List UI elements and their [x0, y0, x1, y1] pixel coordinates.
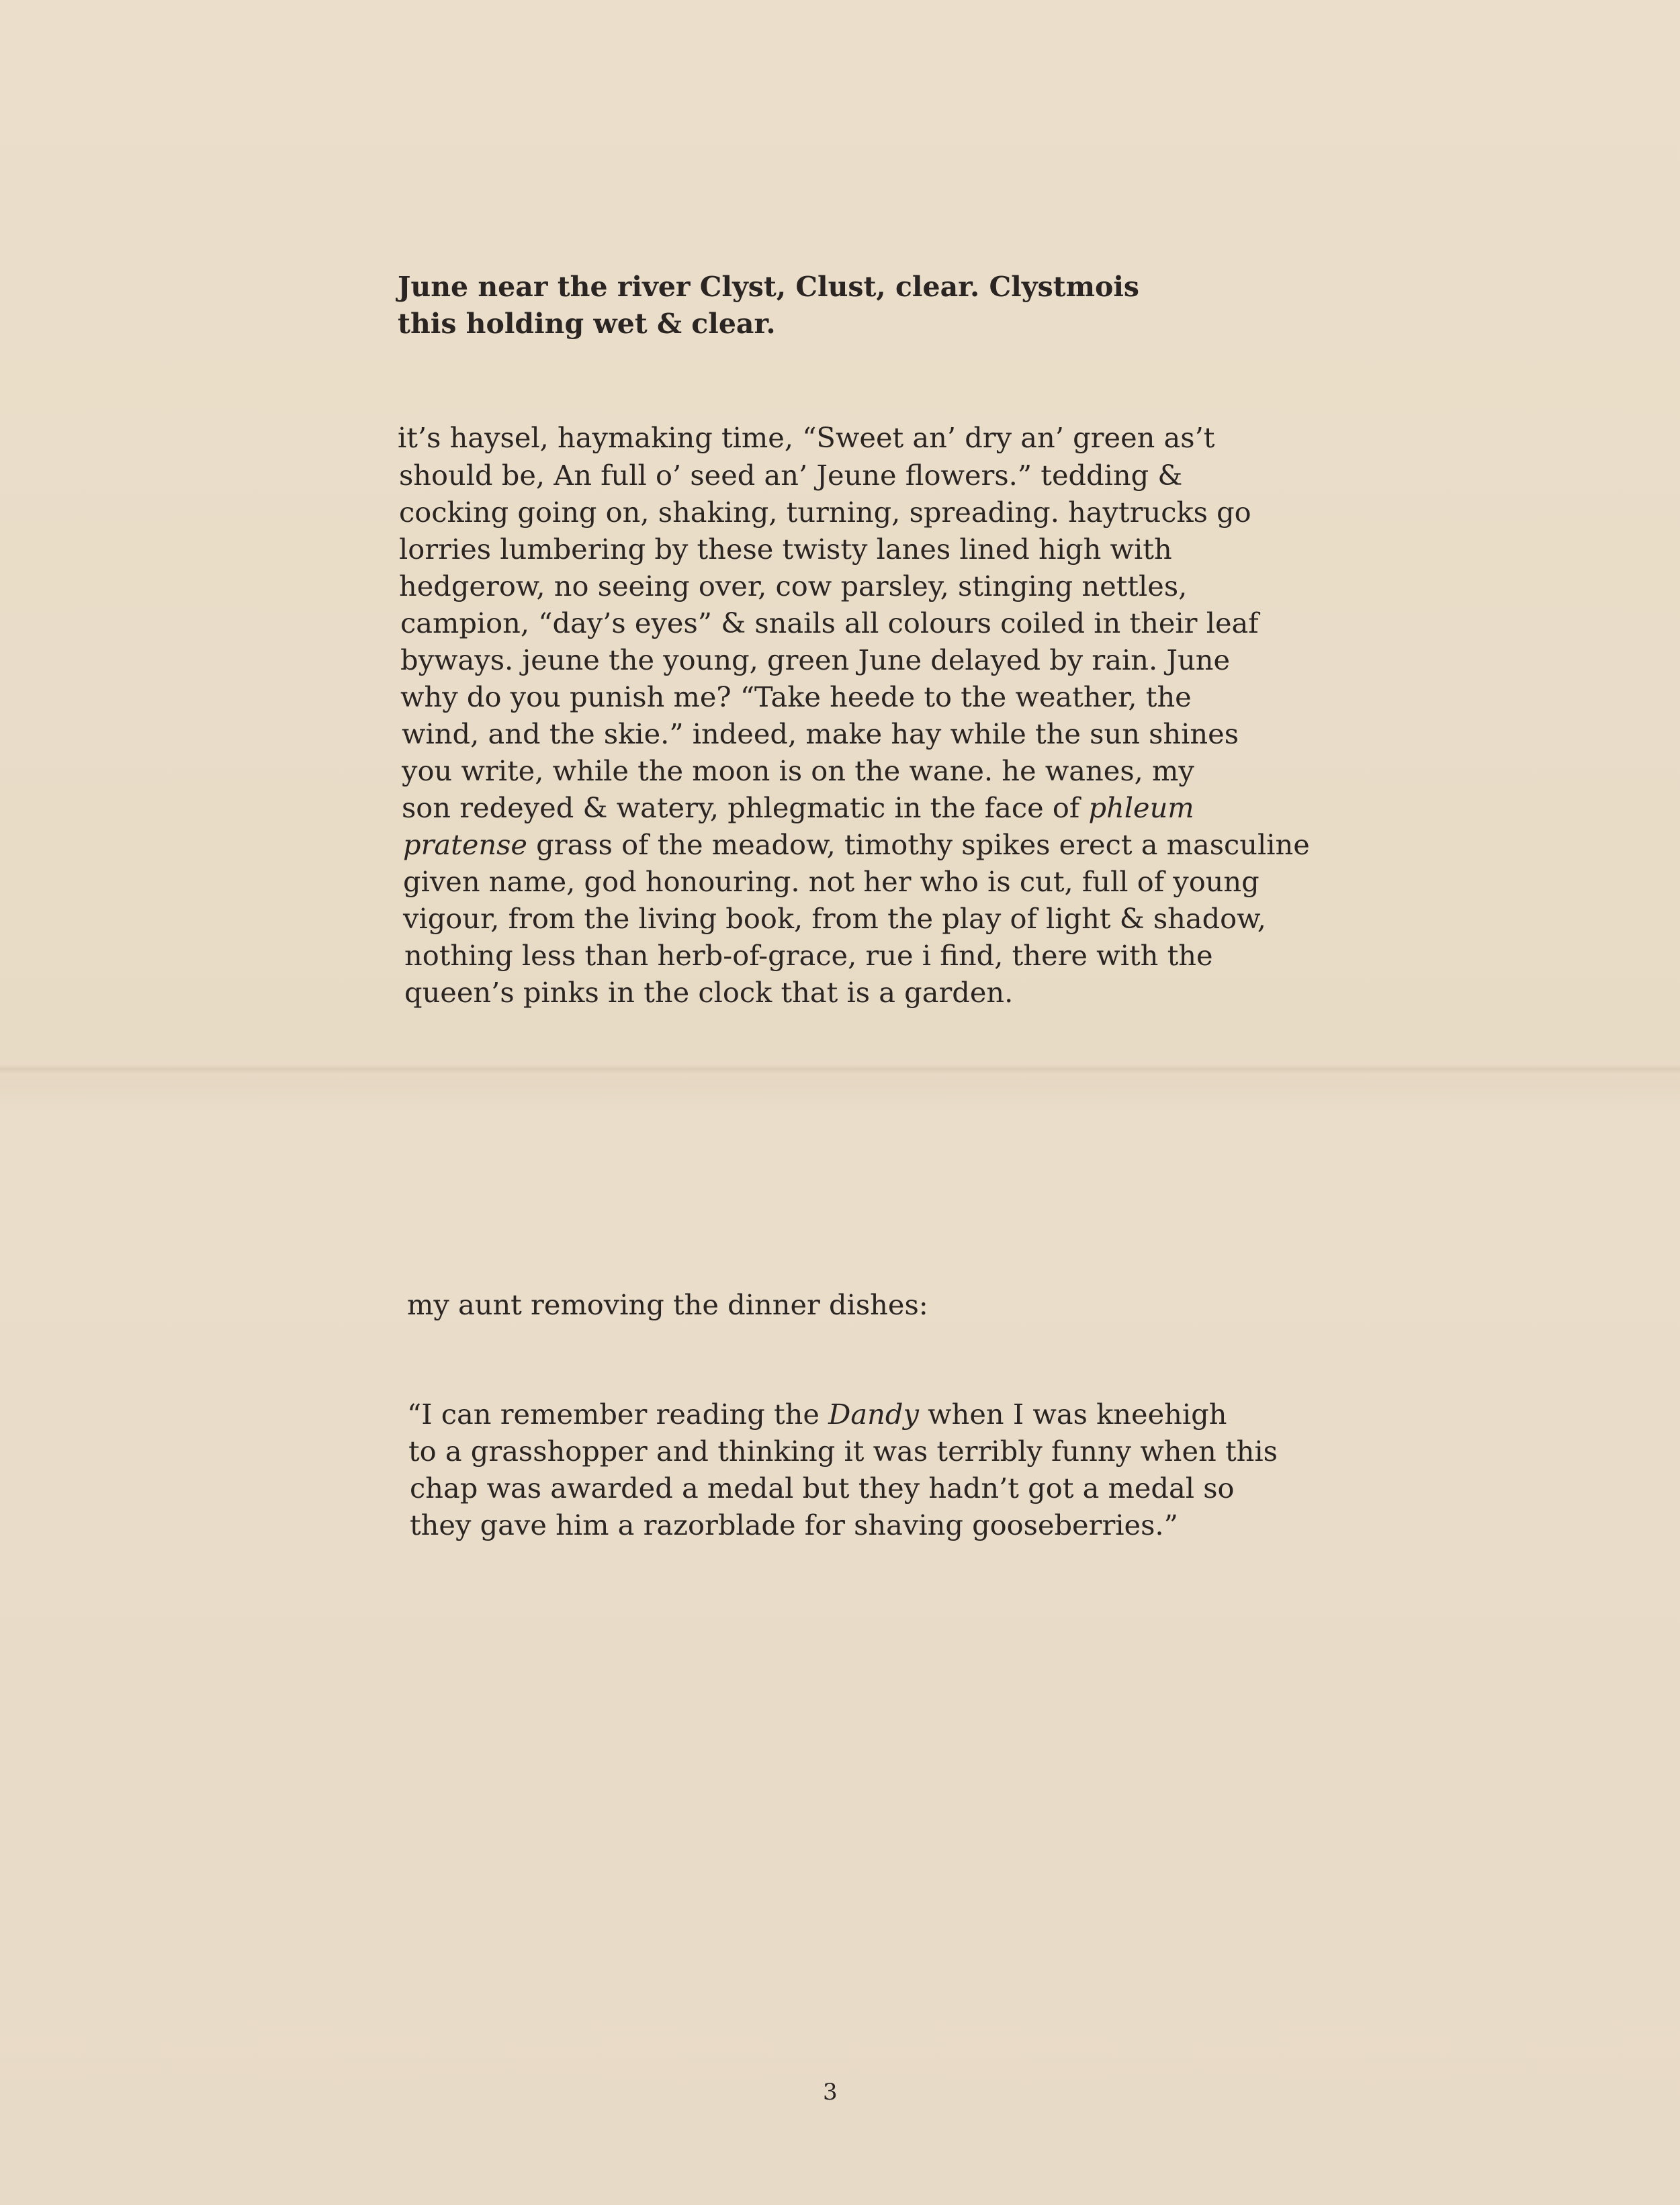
body-line-16: queen’s pinks in the clock that is a garden. [404, 976, 1014, 1009]
body-line-6: campion, “day’s eyes” & snails all colours coiled in their leaf [400, 606, 1259, 639]
body-line-4: lorries lumbering by these twisty lanes lined high with [399, 533, 1172, 566]
body-line-10: you write, while the moon is on the wane. he wanes, my [402, 754, 1194, 787]
body-line-8: why do you punish me? “Take heede to the weather, the [400, 680, 1192, 713]
page-number: 3 [823, 2079, 838, 2106]
body-line-15: nothing less than herb-of-grace, rue i find, there with the [404, 939, 1213, 972]
quote-line-1-prefix: “I can remember reading the [407, 1398, 829, 1431]
heading-line-1: June near the river Clyst, Clust, clear. Clystmois [398, 271, 1139, 303]
quote-line-1-suffix: when I was kneehigh [918, 1398, 1227, 1431]
body-line-11-italic: phleum [1088, 791, 1194, 824]
body-line-9: wind, and the skie.” indeed, make hay while the sun shines [402, 717, 1239, 750]
body-line-12-italic: pratense [403, 828, 527, 861]
quote-line-1 [407, 1396, 1227, 1433]
paper-fold [0, 1065, 1680, 1074]
heading-line-2: this holding wet & clear. [398, 308, 776, 340]
quote-line-4: they gave him a razorblade for shaving gooseberries.” [410, 1509, 1178, 1541]
quote-line-2: to a grasshopper and thinking it was terribly funny when this [408, 1435, 1278, 1468]
body-line-5: hedgerow, no seeing over, cow parsley, stinging nettles, [399, 570, 1188, 602]
body-line-2: should be, An full o’ seed an’ Jeune flowers.” tedding & [399, 459, 1183, 492]
body-line-12 [403, 826, 1310, 863]
body-line-13: given name, god honouring. not her who is cut, full of young [403, 865, 1259, 898]
quote-line-1-italic: Dandy [828, 1398, 919, 1431]
quote-line-3: chap was awarded a medal but they hadn’t got a medal so [410, 1472, 1235, 1504]
body-line-11-text: son redeyed & watery, phlegmatic in the face of [402, 791, 1089, 824]
body-line-1: it’s haysel, haymaking time, “Sweet an’ dry an’ green as’t [398, 421, 1215, 454]
body-line-3: cocking going on, shaking, turning, spreading. haytrucks go [399, 496, 1251, 529]
body-line-14: vigour, from the living book, from the play of light & shadow, [403, 902, 1266, 935]
body-line-11 [402, 789, 1194, 826]
aunt-intro: my aunt removing the dinner dishes: [407, 1288, 928, 1321]
body-line-7: byways. jeune the young, green June delayed by rain. June [400, 643, 1231, 676]
body-line-12-text: grass of the meadow, timothy spikes erect a masculine [527, 828, 1310, 861]
